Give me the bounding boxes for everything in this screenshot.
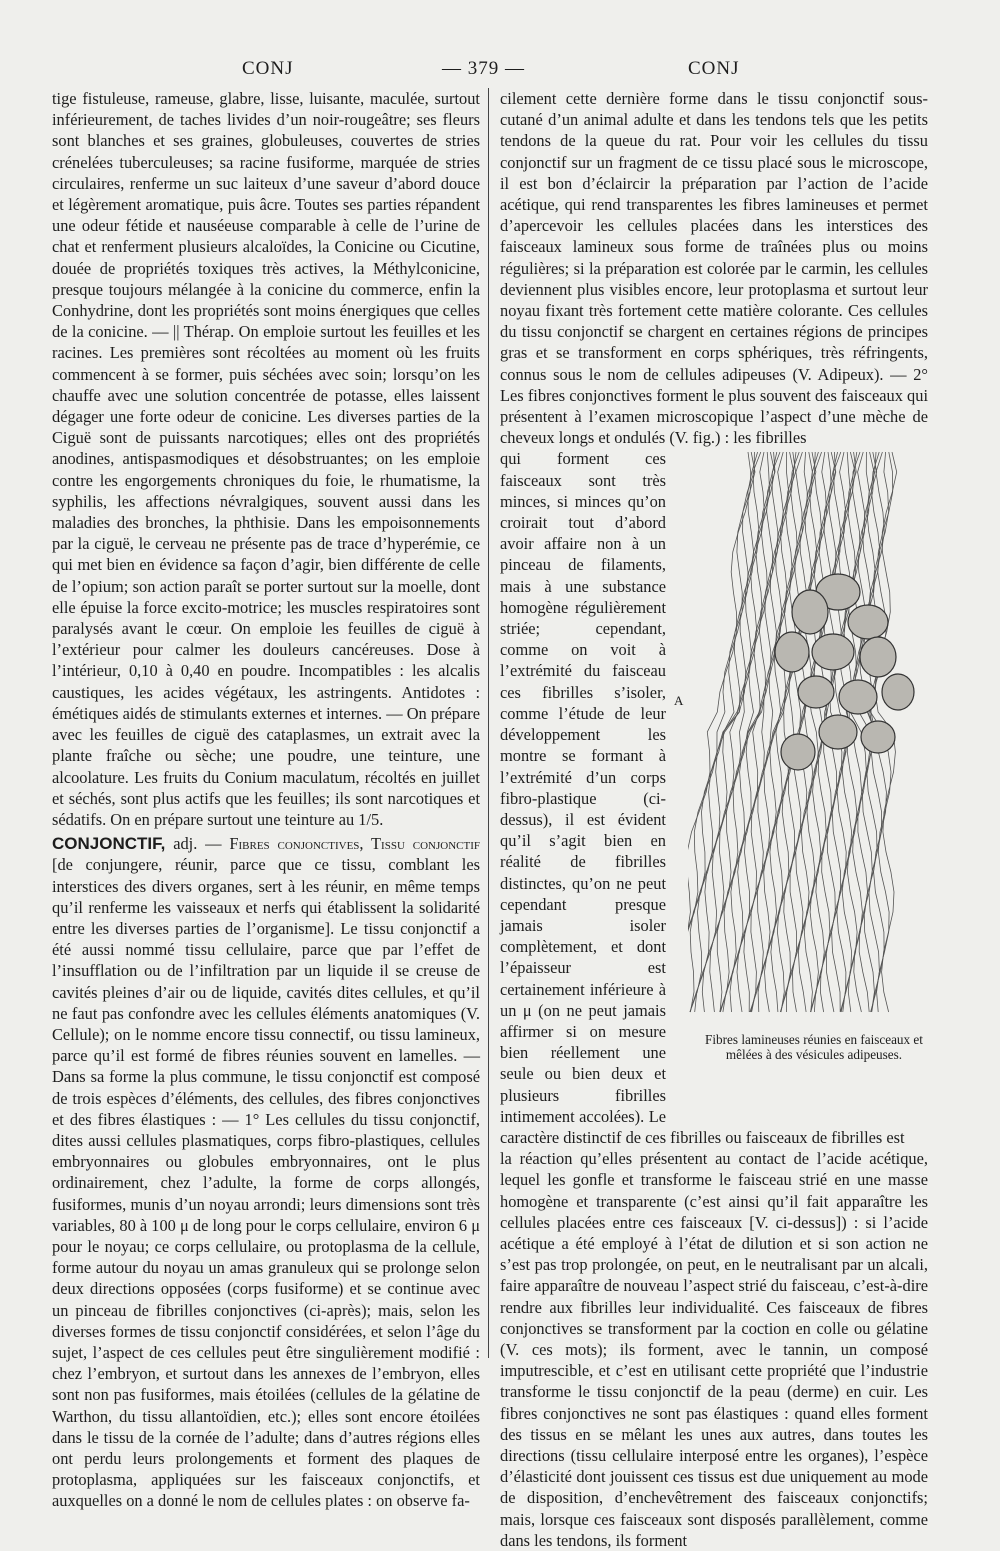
adipose-cell (848, 605, 888, 639)
entry-conjonctif (52, 833, 480, 1512)
fibre-stroke (688, 452, 751, 1012)
fibre-stroke (710, 452, 775, 1012)
fibre-stroke (702, 452, 774, 1012)
headword-synonyms: — Fibres conjonctives, Tissu conjonctif (205, 834, 480, 854)
page-number: — 379 — (442, 58, 525, 79)
adipose-cell (798, 676, 834, 708)
running-head-left: CONJ (242, 58, 294, 79)
figure-caption: Fibres lamineuses réunies en faisceaux et mêlées à des vésicules adipeuses. (705, 1032, 923, 1063)
adipose-cell (861, 721, 895, 753)
fibre-stroke (688, 452, 754, 1012)
paragraph-reaction: la réaction qu’elles présentent au contact de l’acide acétique, lequel les gonfle et transforme le faisceau strié en une masse homogène et transparente (c’est ainsi qu’il fait apparaître les cellules placées entre ces faisceaux [V. ci-dessus]) : si l’acide acétique a été employé à l’état de dilution et si son action ne s’est pas trop prolongée, on peut, en le neutralisant par un alcali, faire apparaître de nouveau l’aspect strié du faisceau, c’est-à-dire rendre aux fibrilles leur individualité. Ces faisceaux de fibres conjonctives se transforment par la coction en colle ou gélatine (V. ces mots); ils forment, avec le tannin, un composé imputrescible, et c’est en utilisant cette propriété que l’industrie transforme le tissu conjonctif de la peau (derme) en cuir. Les fibres conjonctives ne sont pas élastiques : quand elles forment des tissus en se mêlant les unes aux autres, dans toutes les directions (tissu cellulaire interposé entre les organes), l’espèce d’élasticité dont jouissent ces tissus est due uniquement au mode de disposition, d’enchevêtrement des faisceaux conjonctifs; mais, lorsque ces faisceaux sont disposés parallèlement, comme dans les tendons, ils forment (500, 1149, 928, 1550)
running-head-right: CONJ (688, 58, 740, 79)
fibre-stroke (688, 452, 755, 1012)
adipose-cell (812, 634, 854, 670)
paragraph-cellules: cilement cette dernière forme dans le tissu conjonctif sous-cutané d’un animal adulte et dans les tendons tels que les petits tendons de la queue du rat. Pour voir les cellules du tissu conjonctif sur un fragment de ce tissu placé sous le microscope, il est bon d’éclaircir la préparation par l’action de l’acide acétique, qui rend transparentes les fibres lamineuses et permet d’apercevoir les cellules placées dans les interstices des faisceaux lamineux sous forme de traînées plus ou moins régulières; si la préparation est colorée par le carmin, les cellules deviennent plus visibles encore, leur protoplasma et surtout leur noyau fixant très fortement cette matière colorante. Ces cellules du tissu conjonctif se chargent en certaines régions de principes gras et se transforment en corps sphériques, très réfringents, connus sous le nom de cellules adipeuses (V. Adipeux). — 2° Les fibres conjonctives forment le plus souvent des faisceaux qui présentent à l’examen microscopique l’aspect d’une mèche de cheveux longs et ondulés (V. fig.) : les fibrilles (500, 89, 928, 448)
adipose-cell (775, 632, 809, 672)
fibre-stroke (723, 452, 789, 1012)
adipose-cell (792, 590, 828, 634)
column-divider (488, 88, 489, 1358)
fibre-stroke (695, 452, 770, 1012)
figure (674, 452, 928, 1118)
adipose-cell (882, 674, 914, 710)
paragraph-conjonctif: [de conjungere, réunir, parce que ce tissu, comblant les interstices des divers organes, sert à les réunir, en même temps qu’il renferme les vaisseaux et nerfs qui établissent la solidarité entre les diverses parties de l’organisme]. Le tissu conjonctif a été aussi nommé tissu cellulaire, parce que par l’effet de l’insufflation ou de l’infiltration par un liquide il se creuse de cavités pleines d’air ou de liquide, cavités dites cellules, et qu’il ne faut pas confondre avec les cellules éléments anatomiques (V. Cellule); on le nomme encore tissu connectif, ou tissu lamineux, parce qu’il est formé de fibres réunies souvent en lamelles. — Dans sa forme la plus commune, le tissu conjonctif est composé de trois espèces d’éléments, des cellules, des fibres conjonctives et des fibres élastiques : — 1° Les cellules du tissu conjonctif, dites aussi cellules plasmatiques, corps fibro-plastiques, cellules embryonnaires ou globules embryonnaires, ont le plus ordinairement, chez l’adulte, la forme de corps allongés, fusiformes, munis d’un noyau arrondi; leurs dimensions sont très variables, 80 à 100 μ de long pour le corps cellulaire, environ 6 μ pour le noyau; ce corps cellulaire, ou protoplasma de la cellule, forme autour du noyau un amas granuleux qui se prolonge selon deux directions opposées (corps fusiforme) et se continue avec un pinceau de fibrilles conjonctives (ci-après); mais, selon les diverses formes de tissu conjonctif considérées, et selon l’âge du sujet, l’aspect de ces cellules peut être singulièrement modifié : chez l’embryon, et surtout dans les annexes de l’embryon, elles sont non pas fusiformes, mais étoilées (cellules de la gélatine de Warthon, du tissu allantoïdien, etc.); elles sont encore étoilées dans le tissu de la cornée de l’adulte; dans d’autres régions elles ont perdu leurs prolongements et forment des plaques de protoplasma, appliquées sur les faisceaux conjonctifs, et auxquelles on a donné le nom de cellules plates : on observe fa- (52, 855, 480, 1511)
adipose-cell (781, 734, 815, 770)
adipose-cell (839, 680, 877, 714)
fibre-stroke (758, 452, 812, 1012)
fibre-stroke (690, 452, 765, 1012)
headword: CONJONCTIF, (52, 834, 166, 854)
adipose-cell (819, 715, 857, 749)
figure-label: A (674, 693, 684, 709)
right-column (500, 88, 928, 1551)
paragraph-fibrilles: qui forment ces faisceaux sont très minces, si minces qu’on croirait tout d’abord avoir affaire non à un pinceau de filaments, mais à une substance homogène régulièrement striée; cependant, comme on voit à l’extrémité du faisceau ces fibrilles s’isoler, comme l’étude de leur développement les montre se formant à l’extrémité d’un corps fibro-plastique (ci-dessus), il est évident qu’il s’agit bien en réalité de fibrilles distinctes, qu’on ne peut cependant presque jamais isoler complètement, et dont l’épaisseur est certainement inférieure à un μ (on ne peut jamais affirmer si on mesure bien réellement une seule ou bien deux et plusieurs fibrilles intimement accolées). Le caractère distinctif de ces fibrilles ou faisceaux de fibrilles est (500, 449, 905, 1147)
headword-pos: adj. (173, 834, 198, 854)
fibre-stroke (765, 452, 816, 1012)
figure-illustration (688, 452, 928, 1032)
paragraph-cigue: tige fistuleuse, rameuse, glabre, lisse, luisante, maculée, surtout inférieurement, de taches livides d’un noir-rougeâtre; ses fleurs sont blanches et ses graines, globuleuses, couvertes de stries crénelées tuberculeuses; sa racine fusiforme, marquée de stries circulaires, renferme un suc laiteux d’une saveur d’abord douce et légèrement aromatique, puis âcre. Toutes ses parties répandent une odeur fétide et nauséeuse comparable à celle de l’urine de chat et renferment plusieurs alcaloïdes, la Conicine ou Cicutine, douée de propriétés toxiques très actives, la Méthylconicine, presque toujours mélangée à la conicine du commerce, enfin la Conhydrine, dont les propriétés sont moins énergiques que celles de la conicine. — || Thérap. On emploie surtout les feuilles et les racines. Les premières sont récoltées au moment où les fruits commencent à se former, puis séchées avec soin; lorsqu’on les chauffe avec une solution concentrée de potasse, elles laissent dégager une forte odeur de conicine. Les diverses parties de la Ciguë sont de puissants narcotiques; elles ont des propriétés anodines, antispasmodiques et désobstruantes; on les emploie contre les engorgements chroniques du foie, le rhumatisme, la syphilis, les affections névralgiques, souvent aussi dans les maladies des bronches, la phthisie. Dans les empoisonnements par la ciguë, le cerveau ne présente pas de trace d’hyperémie, ce qui met bien en évidence sa façon d’agir, bien différente de celle de l’opium; son action paraît se porter surtout sur la moelle, dont elle épuise la force excito-motrice; les muscles respiratoires sont paralysés avant le cœur. On emploie les feuilles de ciguë à l’extérieur pour calmer les douleurs cancéreuses. Dose à l’intérieur, 0,10 à 0,40 en poudre. Incompatibles : les alcalis caustiques, les acides végétaux, les astringents. Antidotes : émétiques aidés de stimulants externes et internes. — On prépare avec les feuilles de ciguë des cataplasmes, un extrait avec la plante fraîche ou sèche; une poudre, une teinture, une alcoolature. Les fruits du Conium maculatum, récoltés en juillet et séchés, sont plus actifs que les feuilles; ils sont narcotiques et sédatifs. On en prépare surtout une teinture au 1/5. (52, 89, 480, 829)
left-column (52, 88, 480, 1512)
adipose-cell (860, 637, 896, 677)
